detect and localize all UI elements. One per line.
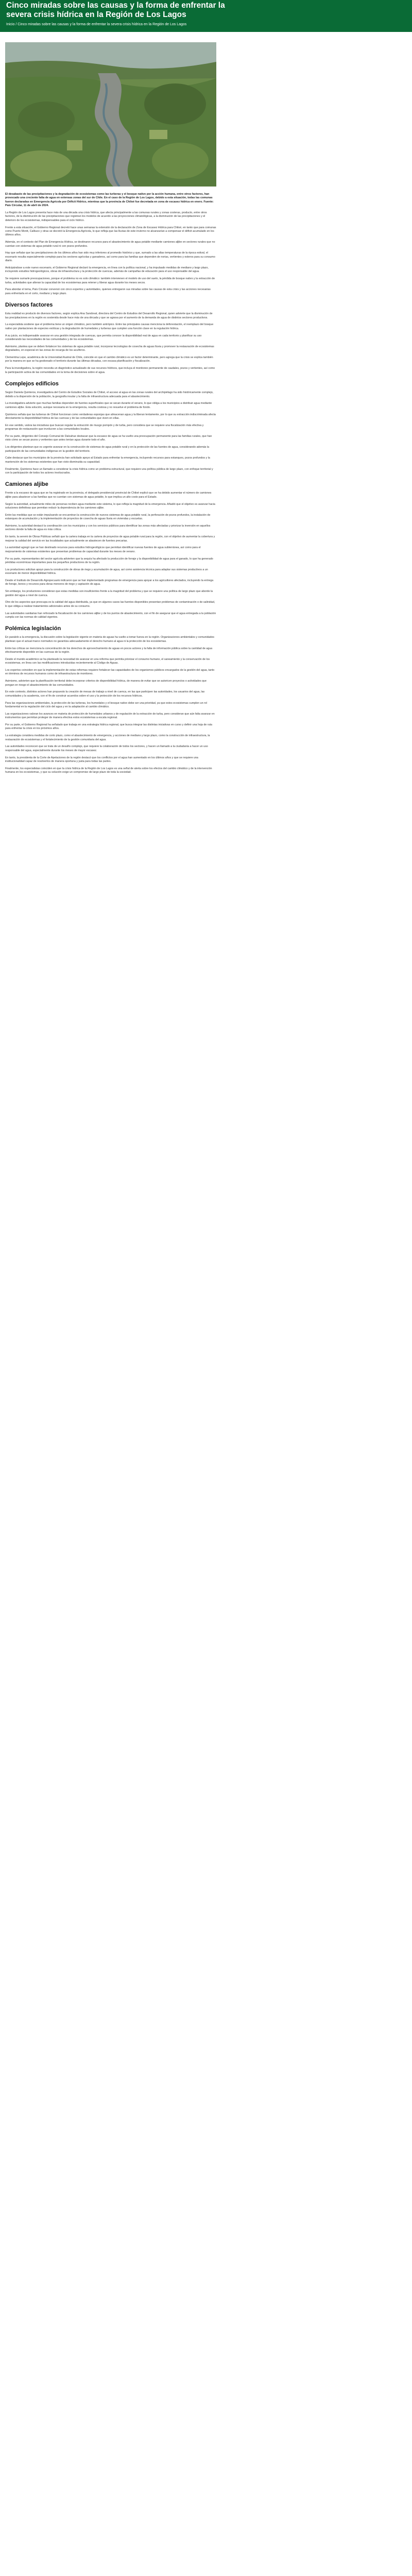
page-header xyxy=(0,0,412,32)
article-paragraph: La Región de Los Lagos presenta hace más de una década una crisis hídrica, que afecta principalmente a las comunas rurales y zonas costeras, producto, entre otros factores, de la disminución de las precipitaciones que registran los modelos de acuerdo a las proyecciones climatológicas, a la disminución de las precipitaciones y el deterioro de los ecosistemas, indispensables para el ciclo hídrico. xyxy=(5,211,207,222)
article-paragraph: En tanto, la presidenta de la Corte de Apelaciones de la región destacó que los conflictos por el agua han aumentado en los últimos años y que se requiere una institucionalidad capaz de resolverlos de manera oportuna y justa para todas las partes. xyxy=(5,756,198,764)
section-heading: Polémica legislación xyxy=(5,625,61,632)
article-paragraph: La especialista sostiene que el problema tiene un origen climático, pero también antrópico. Entre las principales causas menciona la deforestación, el reemplazo del bosque nativo por plantaciones de especies exóticas y la degradación de humedales y turberas que cumplen una función clave en la regulación hídrica. xyxy=(5,323,214,330)
aerial-river-photo xyxy=(5,42,216,187)
article-paragraph: Desde el mundo académico se ha planteado la necesidad de avanzar en una reforma que permita priorizar el consumo humano, el saneamiento y la conservación de los ecosistemas, en línea con las modificaciones introducidas recientemente al Código de Aguas. xyxy=(5,657,210,665)
article-paragraph: Sin embargo, los productores consideran que estas medidas son insuficientes frente a la magnitud del problema y que se requiere una política de largo plazo que aborde la gestión del agua a nivel de cuenca. xyxy=(5,590,213,597)
article-paragraph: Los productores solicitan apoyo para la construcción de obras de riego y acumulación de agua, así como asistencia técnica para adaptar sus sistemas productivos a un escenario de menor disponibilidad hídrica. xyxy=(5,568,208,575)
article-paragraph: Frente a esta situación, el Gobierno Regional decretó hace unas semanas la extensión de la declaración de Zona de Escasez Hídrica para Chiloé, en tanto que para comunas como Puerto Montt, Calbuco y otras se decretó la Emergencia Agrícola, lo que refleja que las lluvias de este invierno no alcanzarían a compensar el déficit acumulado en los últimos años. xyxy=(5,226,216,237)
article-paragraph: Por su parte, el Gobierno Regional ha señalado que trabaja en una estrategia hídrica regional, que busca integrar las distintas iniciativas en curso y definir una hoja de ruta para enfrentar la crisis en los próximos años. xyxy=(5,723,212,731)
section-heading: Complejos edificios xyxy=(5,381,59,387)
article-paragraph: Entre las críticas se menciona la concentración de los derechos de aprovechamiento de aguas en pocos actores y la falta de información pública sobre la cantidad de agua efectivamente disponible en las cuencas de la región. xyxy=(5,647,213,654)
article-paragraph: La investigadora advierte que muchas familias dependen de fuentes superficiales que se secan durante el verano, lo que obliga a los municipios a distribuir agua mediante camiones aljibe. Esta solución, aunque necesaria en la emergencia, resulta costosa y no resuelve el problema de fondo. xyxy=(5,402,212,409)
article-paragraph: Otro de los aspectos que preocupa es la calidad del agua distribuida, ya que en algunos casos las fuentes disponibles presentan problemas de contaminación o de salinidad, lo que obliga a realizar tratamientos adicionales antes de su consumo. xyxy=(5,601,215,608)
article-paragraph: Finalmente, los especialistas coinciden en que la crisis hídrica de la Región de Los Lagos es una señal de alerta sobre los efectos del cambio climático y de la intervención humana en los ecosistemas, y que su solución exige un compromiso de largo plazo de toda la sociedad. xyxy=(5,767,212,774)
article-paragraph: Los expertos coinciden en que la implementación de estas reformas requiere fortalecer las capacidades de los organismos públicos encargados de la gestión del agua, tanto en términos de recursos humanos como de infraestructura de monitoreo. xyxy=(5,668,215,676)
article-paragraph: Desde el Instituto de Desarrollo Agropecuario indicaron que se han implementado programas de emergencia para apoyar a los agricultores afectados, incluyendo la entrega de forraje, bonos y recursos para obras menores de riego y captación de agua. xyxy=(5,579,214,586)
article-paragraph: Por su parte, representantes del sector agrícola advierten que la sequía ha afectado la producción de forraje y la disponibilidad de agua para el ganado, lo que ha generado pérdidas económicas importantes para los pequeños productores de la región. xyxy=(5,557,213,564)
article-paragraph: La autoridad agregó que se han destinado recursos para estudios hidrogeológicos que permitan identificar nuevas fuentes de agua subterránea, así como para el mejoramiento de sistemas existentes que presentan problemas de capacidad durante los meses de verano. xyxy=(5,546,201,553)
page-title: Cinco miradas sobre las causas y la forma de enfrentar la severa crisis hídrica en la Región de Los Lagos xyxy=(6,1,225,19)
article-paragraph: Los dirigentes plantean que es urgente avanzar en la construcción de sistemas de agua potable rural y en la protección de las fuentes de agua, considerando además la participación de las comunidades indígenas en la gestión del territorio. xyxy=(5,446,210,453)
section-heading: Camiones aljibe xyxy=(5,481,48,488)
article-paragraph: A su juicio, es indispensable avanzar en una gestión integrada de cuencas, que permita conocer la disponibilidad real de agua en cada territorio y planificar su uso considerando las necesidades de las comunidades y de los ecosistemas. xyxy=(5,334,202,342)
article-paragraph: Las autoridades sanitarias han reforzado la fiscalización de los camiones aljibe y de los puntos de abastecimiento, con el fin de asegurar que el agua entregada a la población cumpla con las normas de calidad vigentes. xyxy=(5,612,216,619)
article-paragraph: Para la investigadora, la región necesita un diagnóstico actualizado de sus recursos hídricos, que incluya el monitoreo permanente de caudales, pozos y vertientes, así como la participación activa de las comunidades en la toma de decisiones sobre el agua. xyxy=(5,367,215,374)
article-paragraph: Las autoridades reconocen que se trata de un desafío complejo, que requiere la colaboración de todos los sectores, y hacen un llamado a la ciudadanía a hacer un uso responsable del agua, especialmente durante los meses de mayor escasez. xyxy=(5,745,208,752)
article-paragraph: Clementina Lepe, académica de la Universidad Austral de Chile, coincide en que el cambio climático es un factor determinante, pero agrega que la crisis se explica también por la manera en que se ha gestionado el territorio durante las últimas décadas, con escasa planificación y fiscalización. xyxy=(5,356,213,363)
article-lead: El desabasto de las precipitaciones y la degradación de ecosistemas como las turberas y el bosque nativo por la acción humana, entre otros factores, han provocado una creciente falta de agua en extensas zonas del sur de Chile. En el caso de la Región de Los Lagos, debido a esta situación, todas las comunas fueron declaradas en Emergencia Agrícola por Déficit Hídrico, mientras que la provincia de Chiloé fue decretada en zona de escasez hídrica en enero. Fuente: País Circular, 11 de abril de 2024. xyxy=(5,193,214,208)
breadcrumb-current: Cinco miradas sobre las causas y la forma de enfrentar la severa crisis hídrica en la Región de Los Lagos xyxy=(18,23,187,26)
article-paragraph: Esta realidad es producto de diversos factores, según explica Ana Sandoval, directora del Centro de Estudios del Desarrollo Regional, quien advierte que la disminución de las precipitaciones en la región es sostenida desde hace más de una década y que se agrava por el aumento de la demanda de agua de distintos sectores productivos. xyxy=(5,312,213,319)
article-paragraph: Finalmente, Quinteros hace un llamado a considerar la crisis hídrica como un problema estructural, que requiere una política pública de largo plazo, con enfoque territorial y con la participación de todos los actores involucrados. xyxy=(5,467,213,474)
article-paragraph: Entre las medidas que se están impulsando se encuentran la construcción de nuevos sistemas de agua potable rural, la perforación de pozos profundos, la instalación de estanques de acumulación y la implementación de proyectos de cosecha de aguas lluvia en viviendas y escuelas. xyxy=(5,513,211,521)
article-paragraph: Asimismo, la autoridad destacó la coordinación con los municipios y con los servicios públicos para identificar las zonas más afectadas y priorizar la inversión en aquellos sectores donde la falta de agua es más crítica. xyxy=(5,524,211,532)
article-paragraph: Se requiere sumarle preocupaciones, porque el problema no es solo climático: también intervienen el modelo de uso del suelo, la pérdida de bosque nativo y la extracción de turba, actividades que alteran la capacidad de los ecosistemas para retener y liberar agua durante los meses secos. xyxy=(5,277,215,284)
article-paragraph: Para abordar el tema, País Circular conversó con cinco expertos y autoridades, quienes entregaron sus miradas sobre las causas de esta crisis y las acciones necesarias para enfrentarla en el corto, mediano y largo plazo. xyxy=(5,288,211,295)
article-paragraph: En este contexto, distintos actores han propuesto la creación de mesas de trabajo a nivel de cuenca, en las que participen las autoridades, los usuarios del agua, las comunidades y la academia, con el fin de construir acuerdos sobre el uso y la protección de los recursos hídricos. xyxy=(5,690,205,698)
article-paragraph: En ese sentido, valora las iniciativas que buscan regular la extracción de musgo pompón y de turba, pero considera que se requiere una fiscalización más efectiva y programas de restauración que involucren a las comunidades locales. xyxy=(5,423,204,431)
article-paragraph: La estrategia considera medidas de corto plazo, como el abastecimiento de emergencia, y acciones de mediano y largo plazo, como la construcción de infraestructura, la restauración de ecosistemas y el fortalecimiento de la gestión comunitaria del agua. xyxy=(5,734,210,741)
article-paragraph: Hay que señalar que las precipitaciones de los últimos años han sido muy inferiores al promedio histórico y que, sumado a las altas temperaturas de la época estival, el escenario resulta especialmente complejo para los sectores agrícolas y ganaderos, así como para las familias que dependen de norias, vertientes y esteros para su consumo diario. xyxy=(5,251,215,263)
article-paragraph: Cabe destacar que los municipios de la provincia han solicitado apoyo al Estado para enfrentar la emergencia, incluyendo recursos para estanques, pozos profundos y la mantención de los sistemas existentes que han visto disminuida su capacidad. xyxy=(5,456,210,464)
article-paragraph: Por su parte, dirigentes del Consejo Comunal de Dalcahue destacan que la escasez de agua se ha vuelto una preocupación permanente para las familias rurales, que han visto cómo se secan pozos y vertientes que antes tenían agua durante todo el año. xyxy=(5,434,212,442)
article-content xyxy=(0,32,412,788)
article-paragraph: Anticipándose a este nuevo escenario, el Gobierno Regional declaró la emergencia, en línea con la política nacional, y ha impulsado medidas de mediano y largo plazo, incluyendo estudios hidrogeológicos, obras de infraestructura y la protección de cuencas, además de campañas de educación para el uso responsable del agua. xyxy=(5,266,209,274)
hero-image xyxy=(5,42,216,187)
breadcrumb-separator: / xyxy=(15,23,17,26)
article-paragraph: Según Daniela Quinteros, investigadora del Centro de Estudios Sociales de Chiloé, el acceso al agua en las zonas rurales del archipiélago ha sido históricamente complejo, debido a la dispersión de la población, la geografía insular y la falta de infraestructura adecuada para el abastecimiento. xyxy=(5,391,214,398)
article-paragraph: En paralelo a la emergencia, la discusión sobre la legislación vigente en materia de aguas ha vuelto a tomar fuerza en la región. Organizaciones ambientales y comunidades plantean que el actual marco normativo no garantiza adecuadamente el derecho humano al agua ni la protección de los ecosistemas. xyxy=(5,636,215,643)
section-heading: Diversos factores xyxy=(5,302,53,309)
article-paragraph: Quinteros señala que las turberas de Chiloé funcionan como verdaderas esponjas que almacenan agua y la liberan lentamente, por lo que su extracción indiscriminada afecta directamente la disponibilidad hídrica de las cuencas y de las comunidades que viven en ellas. xyxy=(5,413,216,420)
article-paragraph: En tanto, la seremi de Obras Públicas señaló que la cartera trabaja en la cartera de proyectos de agua potable rural para la región, con el objetivo de aumentar la cobertura y mejorar la calidad del servicio en las localidades que actualmente se abastecen de fuentes precarias. xyxy=(5,535,215,543)
breadcrumb xyxy=(6,22,406,27)
article-paragraph: Para las organizaciones ambientales, la protección de las turberas, los humedales y el bosque nativo debe ser una prioridad, ya que estos ecosistemas cumplen un rol fundamental en la regulación del ciclo del agua y en la adaptación al cambio climático. xyxy=(5,701,207,708)
breadcrumb-home-link[interactable]: Inicio xyxy=(6,23,15,26)
article-paragraph: Además, en el contexto del Plan de Emergencia Hídrica, se destinaron recursos para el abastecimiento de agua potable mediante camiones aljibe en sectores rurales que no cuentan con sistemas de agua potable rural ni con pozos profundos. xyxy=(5,241,215,248)
article-paragraph: Según la autoridad, actualmente miles de personas reciben agua mediante este sistema, lo que refleja la magnitud de la emergencia. Añadió que el objetivo es avanzar hacia soluciones definitivas que permitan reducir la dependencia de los camiones aljibe. xyxy=(5,502,215,510)
article-paragraph: Frente a la escasez de agua que se ha registrado en la provincia, el delegado presidencial provincial de Chiloé explicó que se ha debido aumentar el número de camiones aljibe para abastecer a las familias que no cuentan con sistemas de agua potable, lo que implica un alto costo para el Estado. xyxy=(5,492,212,499)
article-paragraph: Asimismo, plantea que se deben fortalecer los sistemas de agua potable rural, incorporar tecnologías de cosecha de aguas lluvia y promover la restauración de ecosistemas degradados, en especial en las zonas de recarga de los acuíferos. xyxy=(5,345,214,352)
article-paragraph: Asimismo, advierten que la planificación territorial debe incorporar criterios de disponibilidad hídrica, de manera de evitar que se autoricen proyectos o actividades que pongan en riesgo el abastecimiento de las comunidades. xyxy=(5,680,207,687)
article-paragraph: Las organizaciones valoran los avances en materia de protección de humedales urbanos y de regulación de la extracción de turba, pero consideran que aún falta avanzar en instrumentos que permitan proteger de manera efectiva estos ecosistemas a escala regional. xyxy=(5,712,215,720)
